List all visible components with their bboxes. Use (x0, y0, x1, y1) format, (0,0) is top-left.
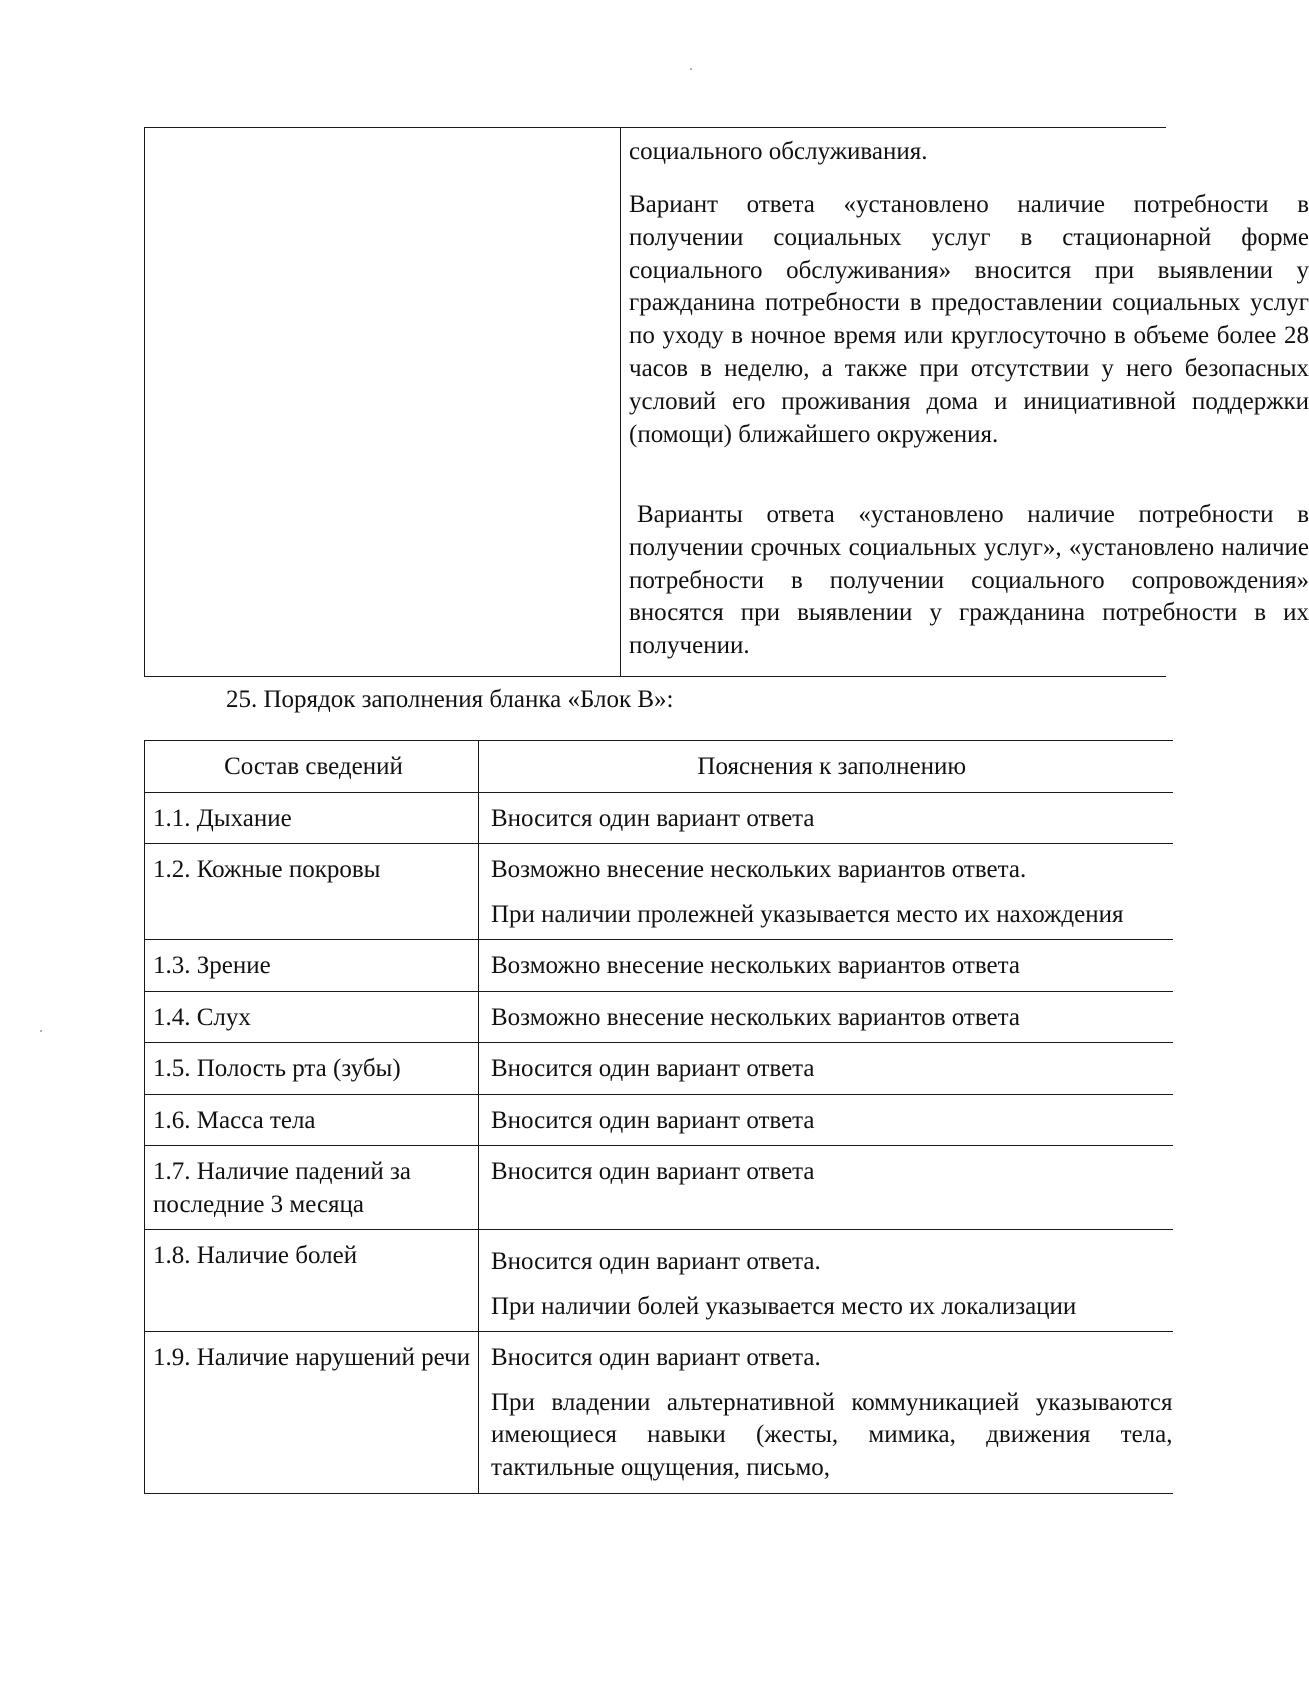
row-item: 1.4. Слух (145, 991, 479, 1043)
table-row (145, 1094, 1173, 1146)
row-item: 1.8. Наличие болей (145, 1230, 479, 1332)
column-divider (620, 128, 621, 676)
row-note: Вносится один вариант ответа (491, 1106, 815, 1134)
table-row (145, 991, 1173, 1043)
table-row (145, 1146, 1173, 1230)
table-row (145, 1043, 1173, 1095)
table-row (145, 940, 1173, 992)
row-item: 1.3. Зрение (145, 940, 479, 992)
row-note: Возможно внесение нескольких вариантов ответа (491, 1003, 1020, 1031)
column-header-explanations: Пояснения к заполнению (479, 741, 1173, 793)
row-notes (479, 844, 1173, 940)
table-row (145, 844, 1173, 940)
row-note: Вносится один вариант ответа (491, 1055, 815, 1082)
row-note-clip (491, 1387, 1173, 1485)
row-note: Вносится один вариант ответа (491, 804, 815, 832)
row-note: Возможно внесение нескольких вариантов ответа. (491, 856, 1027, 883)
row-note: Вносится один вариант ответа. (491, 1344, 821, 1371)
scan-speck (40, 1030, 42, 1032)
row-item: 1.1. Дыхание (145, 792, 479, 844)
row-note: При наличии болей указывается место их локализации (491, 1292, 1077, 1320)
row-notes (479, 1043, 1173, 1095)
continuation-line: социального обслуживания. (629, 138, 928, 165)
row-item: 1.7. Наличие падений за последние 3 месяца (145, 1146, 479, 1230)
row-notes (479, 792, 1173, 844)
row-note: Вносится один вариант ответа (491, 1158, 815, 1185)
row-notes (479, 1332, 1173, 1494)
continuation-table (144, 127, 1309, 677)
paragraph-urgent-services: Варианты ответа «установлено наличие потребности в получении срочных социальных услуг», «установлено наличие потребности в получении социального сопровождения» вносятся при выявлении у гражданина потребности в их получении. (629, 501, 1309, 660)
block-v-table (144, 740, 1173, 1494)
row-item: 1.6. Масса тела (145, 1094, 479, 1146)
row-note: При владении альтернативной коммуникацией указываются имеющиеся навыки (жесты, мимика, движения тела, тактильные ощущения, письмо, (491, 1388, 1173, 1481)
row-item: 1.9. Наличие нарушений речи (145, 1332, 479, 1494)
row-notes (479, 940, 1173, 992)
paragraph-stationary-form: Вариант ответа «установлено наличие потребности в получении социальных услуг в стационарной форме социального обслуживания» вносится при выявлении у гражданина потребности в предоставлении социальных услуг по уходу в ночное время или круглосуточно в объеме более 28 часов в неделю, а также при отсутствии у него безопасных условий его проживания дома и инициативной поддержки (помощи) ближайшего окружения. (629, 191, 1309, 448)
scan-speck (690, 68, 692, 70)
row-note: Вносится один вариант ответа. (491, 1248, 821, 1275)
row-item: 1.5. Полость рта (зубы) (145, 1043, 479, 1095)
table-header-row (145, 741, 1173, 793)
row-notes (479, 1094, 1173, 1146)
table-row (145, 1230, 1173, 1332)
row-notes (479, 991, 1173, 1043)
section-heading: 25. Порядок заполнения бланка «Блок В»: (226, 686, 674, 713)
row-note: При наличии пролежней указывается место их нахождения (491, 900, 1124, 928)
row-notes (479, 1230, 1173, 1332)
row-notes (479, 1146, 1173, 1230)
table-row (145, 792, 1173, 844)
table-row (145, 1332, 1173, 1494)
row-item: 1.2. Кожные покровы (145, 844, 479, 940)
column-header-composition: Состав сведений (145, 741, 479, 793)
row-note: Возможно внесение нескольких вариантов ответа (491, 952, 1020, 979)
